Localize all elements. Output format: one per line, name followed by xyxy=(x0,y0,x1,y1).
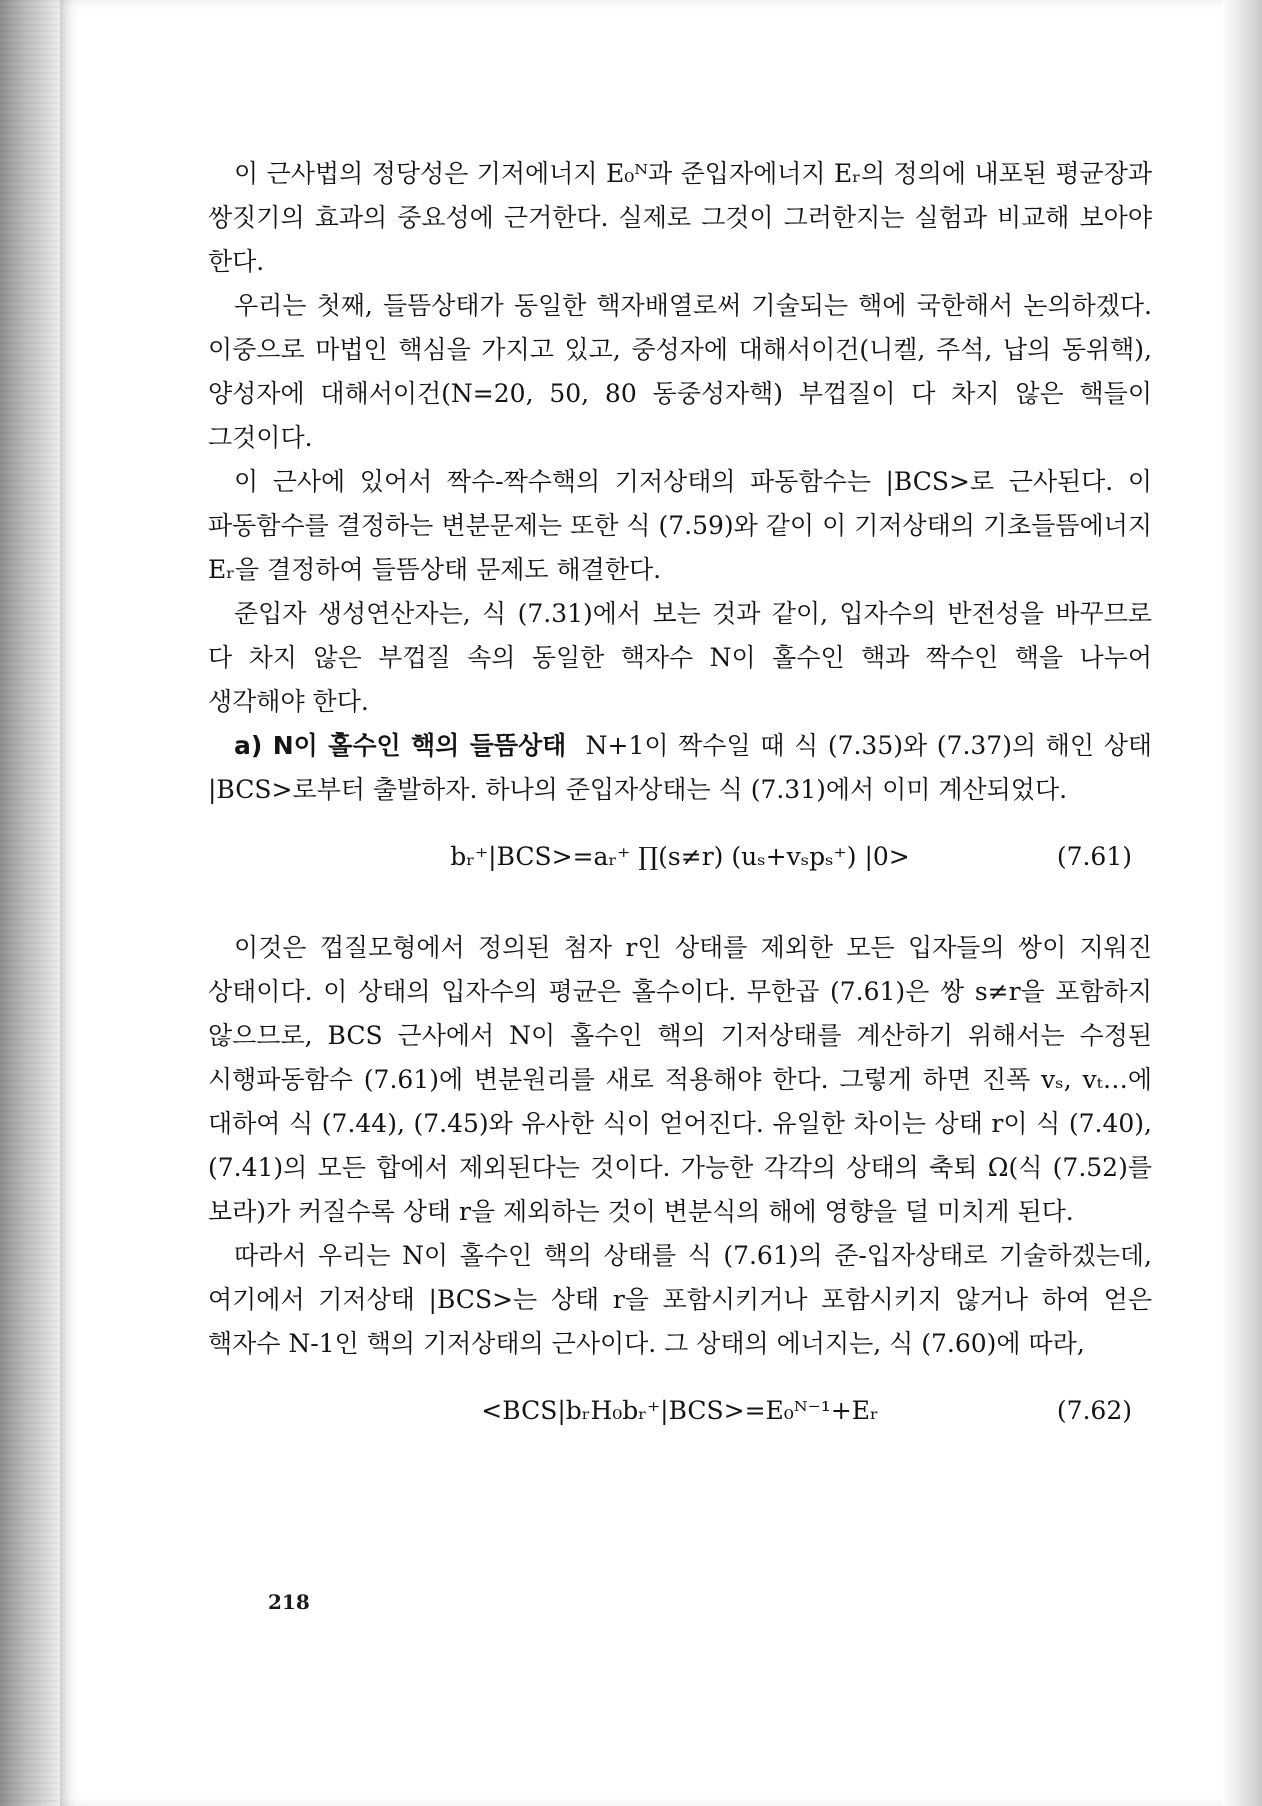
paragraph-1: 이 근사법의 정당성은 기저에너지 E₀ᴺ과 준입자에너지 Eᵣ의 정의에 내포된 평균장과 쌍짓기의 효과의 중요성에 근거한다. 실제로 그것이 그러한지는 실험과 비교해 보아야 한다. xyxy=(208,159,1152,276)
paragraph-6: 따라서 우리는 N이 홀수인 핵의 상태를 식 (7.61)의 준-입자상태로 기술하겠는데, 여기에서 기저상태 |BCS>는 상태 r을 포함시키거나 포함시키지 않거나 하여 얻은 핵자수 N-1인 핵의 기저상태의 근사이다. 그 상태의 에너지는, 식 (7.60)에 따라, xyxy=(208,1241,1152,1358)
subsection-text: N+1이 짝수일 때 식 (7.35)와 (7.37)의 해인 상태 |BCS>로부터 출발하자. 하나의 준입자상태는 식 (7.31)에서 이미 계산되었다. xyxy=(208,731,1152,804)
paragraph-2: 우리는 첫째, 들뜸상태가 동일한 핵자배열로써 기술되는 핵에 국한해서 논의하겠다. 이중으로 마법인 핵심을 가지고 있고, 중성자에 대해서이건(니켈, 주석, 납의 동위핵), 양성자에 대해서이건(N=20, 50, 80 동중성자핵) 부껍질이 다 차지 않은 핵들이 그것이다. xyxy=(208,291,1152,452)
subsection-heading: a) N이 홀수인 핵의 들뜸상태 xyxy=(234,731,567,760)
book-page-stack-left xyxy=(0,0,60,1806)
equation-number: (7.61) xyxy=(1056,842,1132,871)
equation-7-61 xyxy=(208,826,1152,902)
page-body xyxy=(208,152,1152,1480)
paragraph-4: 준입자 생성연산자는, 식 (7.31)에서 보는 것과 같이, 입자수의 반전성을 바꾸므로 다 차지 않은 부껍질 속의 동일한 핵자수 N이 홀수인 핵과 짝수인 핵을 나누어 생각해야 한다. xyxy=(208,599,1152,716)
equation-formula: <BCS|bᵣH₀bᵣ⁺|BCS>=E₀ᴺ⁻¹+Eᵣ xyxy=(481,1396,879,1425)
book-page-edge-right xyxy=(1222,0,1262,1806)
subsection-paragraph xyxy=(208,724,1152,812)
equation-number: (7.62) xyxy=(1056,1396,1132,1425)
book-page xyxy=(60,0,1222,1806)
paragraph-5: 이것은 껍질모형에서 정의된 첨자 r인 상태를 제외한 모든 입자들의 쌍이 지워진 상태이다. 이 상태의 입자수의 평균은 홀수이다. 무한곱 (7.61)은 쌍 s≠r을 포함하지 않으므로, BCS 근사에서 N이 홀수인 핵의 기저상태를 계산하기 위해서는 수정된 시행파동함수 (7.61)에 변분원리를 새로 적용해야 한다. 그렇게 하면 진폭 vₛ, vₜ…에 대하여 식 (7.44), (7.45)와 유사한 식이 얻어진다. 유일한 차이는 상태 r이 식 (7.40), (7.41)의 모든 합에서 제외된다는 것이다. 가능한 각각의 상태의 축퇴 Ω(식 (7.52)를 보라)가 커질수록 상태 r을 제외하는 것이 변분식의 해에 영향을 덜 미치게 된다. xyxy=(208,933,1152,1226)
page-number: 218 xyxy=(268,1590,310,1614)
equation-7-62 xyxy=(208,1380,1152,1456)
paragraph-3: 이 근사에 있어서 짝수-짝수핵의 기저상태의 파동함수는 |BCS>로 근사된다. 이 파동함수를 결정하는 변분문제는 또한 식 (7.59)와 같이 이 기저상태의 기초들뜸에너지 Eᵣ을 결정하여 들뜸상태 문제도 해결한다. xyxy=(208,467,1152,584)
equation-formula: bᵣ⁺|BCS>=aᵣ⁺ ∏(s≠r) (uₛ+vₛpₛ⁺) |0> xyxy=(450,842,910,871)
